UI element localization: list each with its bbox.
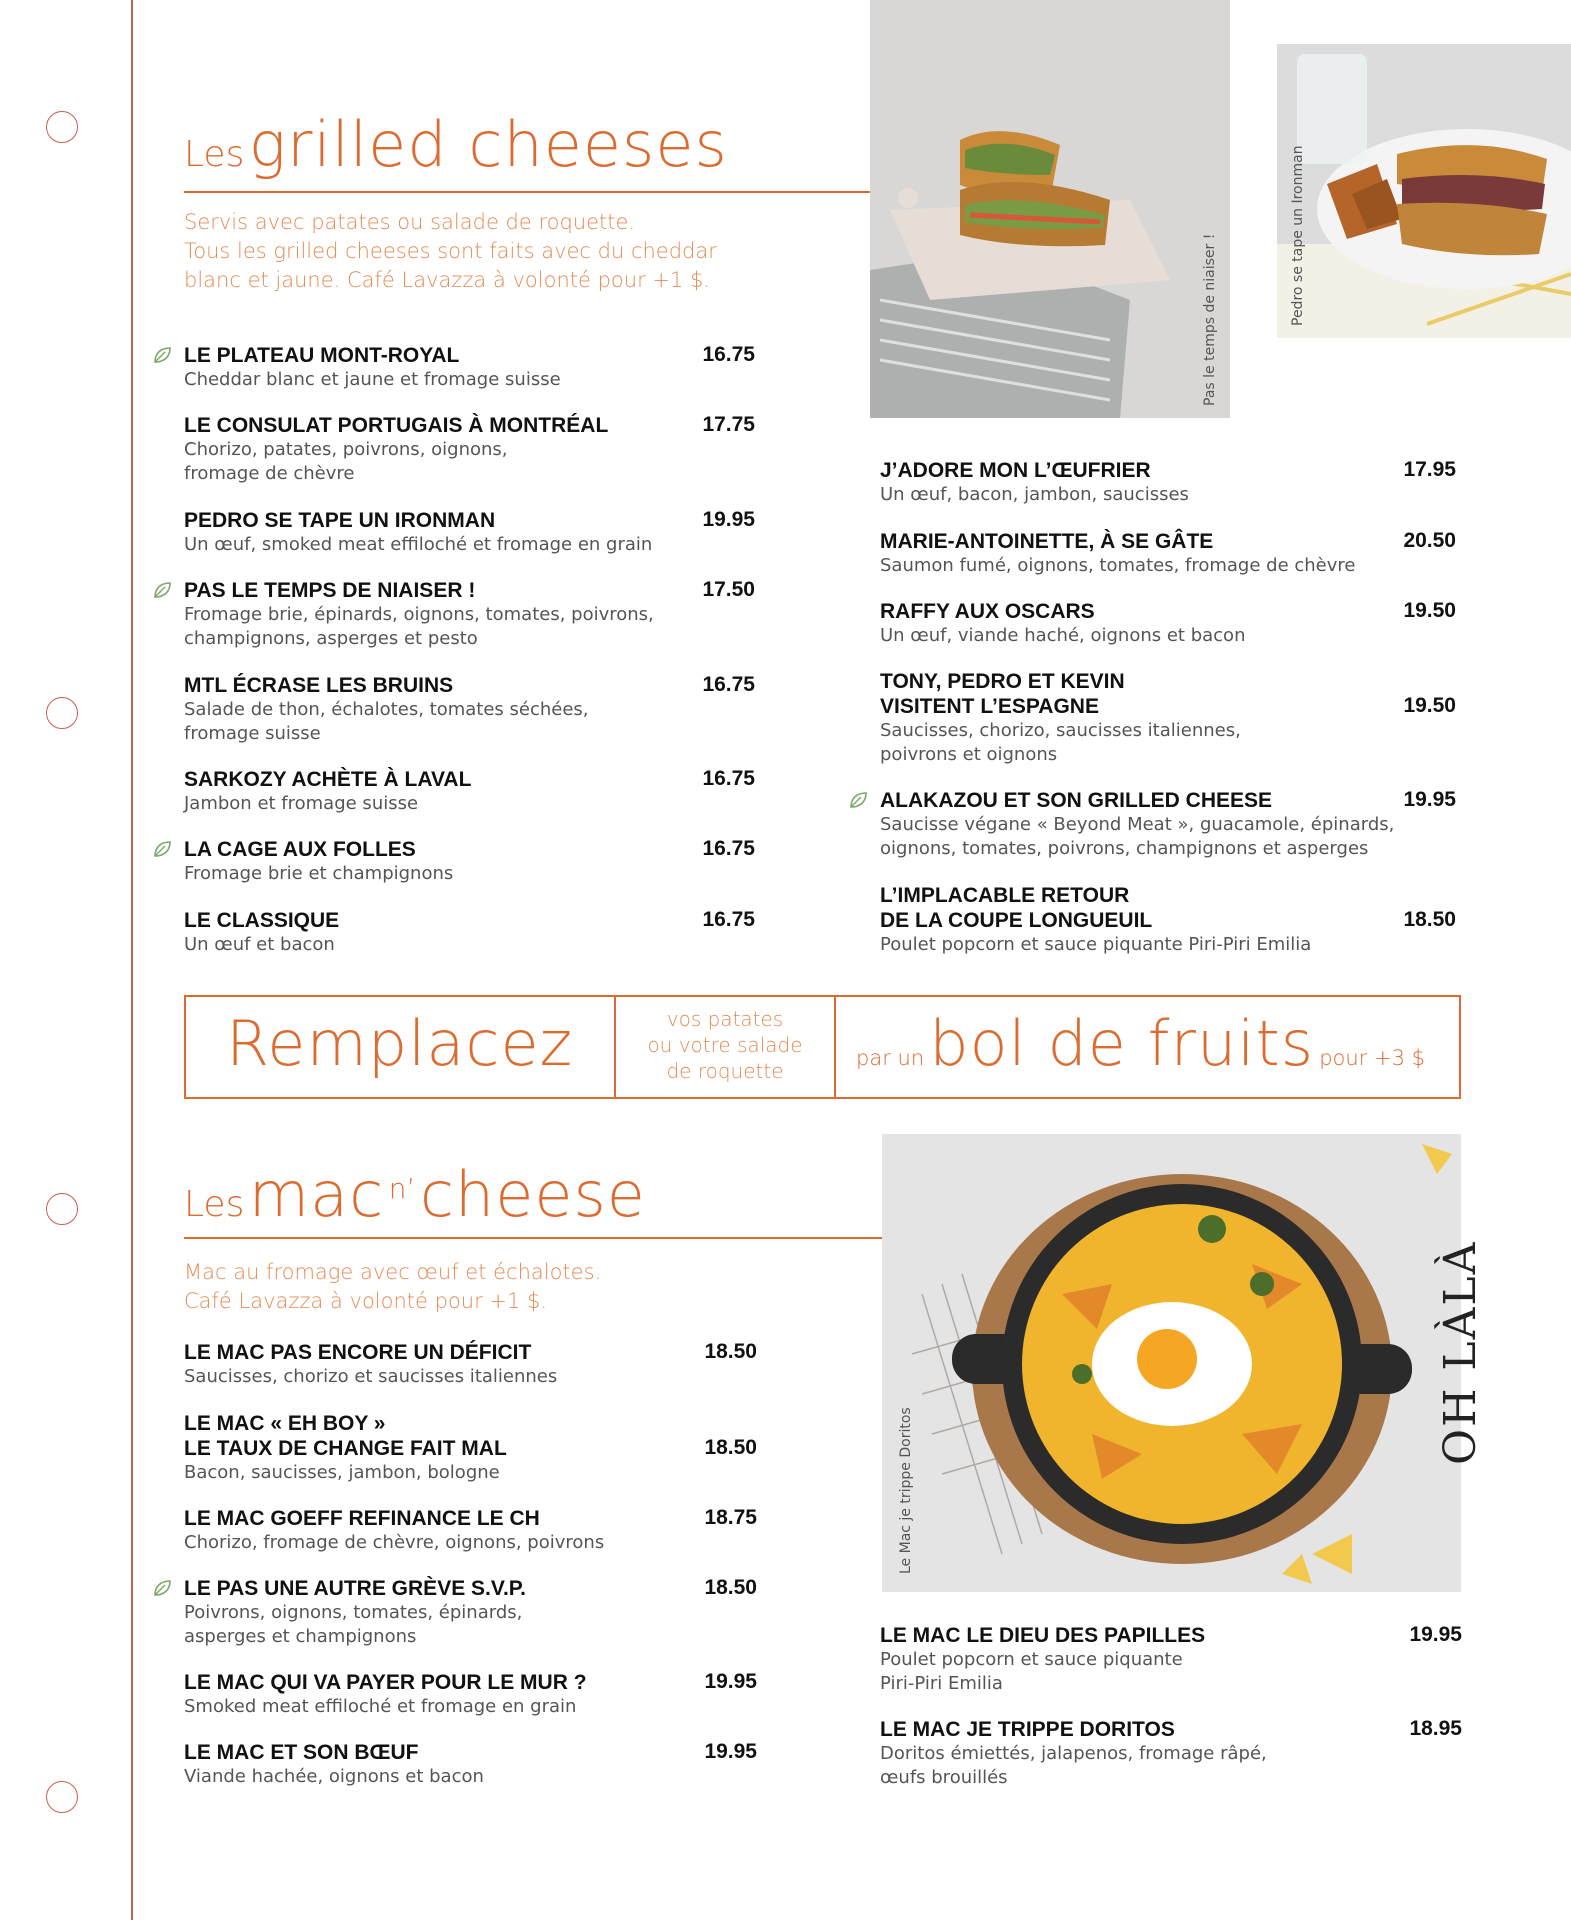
banner-right-text: [856, 1007, 1425, 1080]
menu-item-name: PAS LE TEMPS DE NIAISER !: [184, 579, 476, 602]
menu-item-price: 16.75: [702, 908, 755, 931]
menu-item-name: LE MAC QUI VA PAYER POUR LE MUR ?: [184, 1671, 587, 1694]
oh-lala-signature: OH LÀLÀ: [1435, 1240, 1486, 1465]
photo-caption: Pedro se tape un Ironman: [1290, 145, 1306, 326]
intro-line: Servis avec patates ou salade de roquette.: [184, 210, 636, 234]
menu-item: [880, 458, 1189, 507]
menu-item-price: 16.75: [702, 767, 755, 790]
menu-item-description: fromage suisse: [184, 723, 321, 744]
menu-item-description: Doritos émiettés, jalapenos, fromage râpé,: [880, 1743, 1267, 1764]
intro-line: Café Lavazza à volonté pour +1 $.: [184, 1289, 548, 1313]
menu-item: [184, 1576, 526, 1649]
menu-item-name: LE CONSULAT PORTUGAIS À MONTRÉAL: [184, 414, 609, 437]
menu-item: [184, 578, 654, 651]
menu-item-name: VISITENT L’ESPAGNE: [880, 695, 1099, 718]
intro-line: Mac au fromage avec œuf et échalotes.: [184, 1260, 602, 1284]
menu-item-description: fromage de chèvre: [184, 463, 355, 484]
menu-item-name: TONY, PEDRO ET KEVIN: [880, 670, 1125, 693]
sandwich-illustration: [870, 0, 1230, 418]
menu-item-name: LE CLASSIQUE: [184, 909, 340, 932]
menu-item-price: 19.95: [704, 1740, 757, 1763]
banner-divider: [834, 997, 836, 1097]
menu-item-name: LE MAC LE DIEU DES PAPILLES: [880, 1624, 1206, 1647]
menu-item: [184, 1670, 587, 1719]
menu-item-description: Salade de thon, échalotes, tomates séchées,: [184, 699, 589, 720]
menu-item-price: 16.75: [702, 673, 755, 696]
menu-item: [880, 1717, 1267, 1790]
grilled-intro: [184, 208, 717, 295]
menu-item-price: 18.50: [704, 1576, 757, 1599]
menu-item-price: 20.50: [1403, 529, 1456, 552]
banner-middle-line: ou votre salade: [647, 1033, 803, 1057]
menu-item-price: 16.75: [702, 837, 755, 860]
menu-item: [184, 413, 608, 486]
menu-item: [184, 508, 652, 557]
vegetarian-leaf-icon: [848, 790, 868, 810]
mac-title-rule: [184, 1237, 882, 1239]
banner-middle-line: de roquette: [666, 1059, 784, 1083]
menu-item: [184, 1411, 507, 1485]
menu-item-description: Cheddar blanc et jaune et fromage suisse: [184, 369, 561, 390]
mac-section-title: [184, 1158, 646, 1231]
menu-item-description: Poivrons, oignons, tomates, épinards,: [184, 1602, 523, 1623]
menu-item-name: SARKOZY ACHÈTE À LAVAL: [184, 768, 472, 791]
binder-hole: [46, 697, 78, 729]
menu-item-price: 18.50: [704, 1340, 757, 1363]
menu-item-price: 19.95: [1403, 788, 1456, 811]
menu-item-description: Chorizo, patates, poivrons, oignons,: [184, 439, 508, 460]
intro-line: blanc et jaune. Café Lavazza à volonté pour +1 $.: [184, 268, 711, 292]
menu-item-price: 18.50: [704, 1436, 757, 1459]
grilled-title-rule: [184, 191, 870, 193]
menu-item-price: 19.95: [704, 1670, 757, 1693]
menu-item-price: 18.95: [1409, 1717, 1462, 1740]
menu-item-price: 18.75: [704, 1506, 757, 1529]
banner-middle-text: [616, 1006, 834, 1084]
menu-item: [184, 908, 339, 957]
menu-item: [880, 1623, 1205, 1696]
menu-item: [184, 837, 453, 886]
binder-hole: [46, 1781, 78, 1813]
menu-item-description: oignons, tomates, poivrons, champignons et asperges: [880, 838, 1369, 859]
menu-item-name: LE PLATEAU MONT-ROYAL: [184, 344, 460, 367]
menu-item-price: 19.95: [1409, 1623, 1462, 1646]
menu-item-name: LE MAC PAS ENCORE UN DÉFICIT: [184, 1341, 532, 1364]
banner-word-remplacez: Remplacez: [226, 1007, 574, 1080]
menu-item-name: RAFFY AUX OSCARS: [880, 600, 1095, 623]
vegetarian-leaf-icon: [152, 1578, 172, 1598]
menu-item-description: Poulet popcorn et sauce piquante Piri-Piri Emilia: [880, 934, 1312, 955]
menu-item: [184, 1340, 557, 1389]
title-main: mac: [248, 1158, 385, 1231]
menu-item-description: Smoked meat effiloché et fromage en grain: [184, 1696, 577, 1717]
menu-item: [184, 767, 471, 816]
menu-item: [184, 673, 589, 746]
menu-item-name: LE MAC « EH BOY »: [184, 1412, 386, 1435]
vegetarian-leaf-icon: [152, 345, 172, 365]
menu-item: [880, 788, 1394, 861]
menu-item-name: LE MAC GOEFF REFINANCE LE CH: [184, 1507, 540, 1530]
title-prefix: Les: [184, 1184, 245, 1225]
menu-item-name: LA CAGE AUX FOLLES: [184, 838, 416, 861]
menu-item: [880, 599, 1245, 648]
menu-item-price: 17.95: [1403, 458, 1456, 481]
title-connector: n’: [388, 1172, 416, 1205]
menu-item: [880, 669, 1241, 767]
menu-item-description: Saucisse végane « Beyond Meat », guacamole, épinards,: [880, 814, 1395, 835]
menu-item-description: Un œuf, viande haché, oignons et bacon: [880, 625, 1246, 646]
vegetarian-leaf-icon: [152, 580, 172, 600]
menu-item: [880, 529, 1356, 578]
menu-item-name: L’IMPLACABLE RETOUR: [880, 884, 1130, 907]
title-prefix: Les: [184, 134, 245, 175]
menu-item-description: Viande hachée, oignons et bacon: [184, 1766, 484, 1787]
menu-item-description: Chorizo, fromage de chèvre, oignons, poivrons: [184, 1532, 605, 1553]
mac-skillet-illustration: [882, 1134, 1461, 1592]
menu-item-description: Un œuf, smoked meat effiloché et fromage en grain: [184, 534, 653, 555]
menu-item-price: 17.75: [702, 413, 755, 436]
menu-item-name: MARIE-ANTOINETTE, À SE GÂTE: [880, 530, 1214, 553]
menu-item: [880, 883, 1311, 957]
menu-item-description: Fromage brie, épinards, oignons, tomates, poivrons,: [184, 604, 654, 625]
banner-bol-de-fruits: bol de fruits: [929, 1007, 1315, 1080]
ironman-photo: [1277, 44, 1571, 338]
menu-item-description: asperges et champignons: [184, 1626, 417, 1647]
menu-item-name: ALAKAZOU ET SON GRILLED CHEESE: [880, 789, 1273, 812]
menu-item-description: Piri-Piri Emilia: [880, 1673, 1003, 1694]
plate-illustration: [1277, 44, 1571, 338]
banner-price: pour +3 $: [1319, 1046, 1426, 1070]
menu-item-description: Un œuf et bacon: [184, 934, 335, 955]
menu-item-description: poivrons et oignons: [880, 744, 1058, 765]
menu-item-name: LE MAC ET SON BŒUF: [184, 1741, 419, 1764]
menu-item-description: Saucisses, chorizo, saucisses italiennes,: [880, 720, 1241, 741]
menu-item-description: Fromage brie et champignons: [184, 863, 454, 884]
menu-item-name: MTL ÉCRASE LES BRUINS: [184, 674, 454, 697]
menu-item-price: 19.50: [1403, 599, 1456, 622]
menu-item-name: LE TAUX DE CHANGE FAIT MAL: [184, 1437, 507, 1460]
menu-item-price: 19.50: [1403, 694, 1456, 717]
banner-middle-line: vos patates: [666, 1007, 784, 1031]
menu-item-description: Un œuf, bacon, jambon, saucisses: [880, 484, 1189, 505]
menu-item-name: DE LA COUPE LONGUEUIL: [880, 909, 1153, 932]
menu-item: [184, 1740, 484, 1789]
menu-item-name: J’ADORE MON L’ŒUFRIER: [880, 459, 1151, 482]
photo-caption: Pas le temps de niaiser !: [1202, 233, 1218, 406]
menu-item-description: Jambon et fromage suisse: [184, 793, 419, 814]
title-main: cheese: [419, 1158, 646, 1231]
mac-photo: [882, 1134, 1461, 1592]
grilled-cheese-photo: [870, 0, 1230, 418]
menu-item: [184, 343, 561, 392]
menu-item-name: PEDRO SE TAPE UN IRONMAN: [184, 509, 496, 532]
photo-caption: Le Mac je trippe Doritos: [898, 1407, 914, 1574]
intro-line: Tous les grilled cheeses sont faits avec du cheddar: [184, 239, 717, 263]
title-main: grilled cheeses: [248, 108, 728, 181]
binder-hole: [46, 111, 78, 143]
menu-item-description: Saucisses, chorizo et saucisses italiennes: [184, 1366, 558, 1387]
substitution-banner: [184, 995, 1461, 1099]
menu-item-description: œufs brouillés: [880, 1767, 1008, 1788]
banner-par-un: par un: [856, 1046, 925, 1070]
mac-intro: [184, 1258, 601, 1316]
menu-item-price: 19.95: [702, 508, 755, 531]
binder-hole: [46, 1193, 78, 1225]
grilled-section-title: [184, 108, 728, 181]
binder-margin-line: [131, 0, 133, 1920]
vegetarian-leaf-icon: [152, 839, 172, 859]
menu-item-description: Saumon fumé, oignons, tomates, fromage de chèvre: [880, 555, 1356, 576]
menu-item-name: LE PAS UNE AUTRE GRÈVE S.V.P.: [184, 1577, 526, 1600]
menu-item-description: Poulet popcorn et sauce piquante: [880, 1649, 1183, 1670]
menu-item-description: Bacon, saucisses, jambon, bologne: [184, 1462, 500, 1483]
menu-item: [184, 1506, 604, 1555]
menu-item-price: 16.75: [702, 343, 755, 366]
menu-item-price: 18.50: [1403, 908, 1456, 931]
menu-item-name: LE MAC JE TRIPPE DORITOS: [880, 1718, 1175, 1741]
menu-item-description: champignons, asperges et pesto: [184, 628, 478, 649]
menu-item-price: 17.50: [702, 578, 755, 601]
